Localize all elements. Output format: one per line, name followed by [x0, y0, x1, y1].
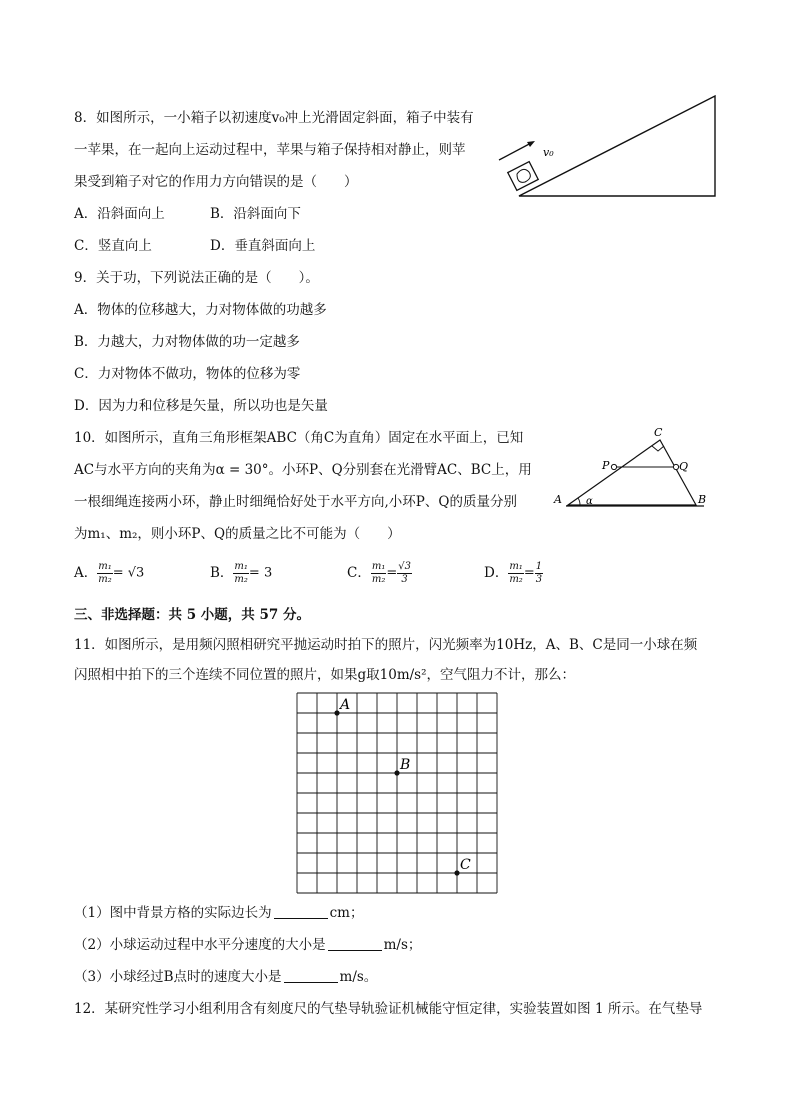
q11-sub-2: （2）小球运动过程中水平分速度的大小是 m/s； [74, 937, 422, 953]
q10-line-1: 10．如图所示，直角三角形框架ABC（角C为直角）固定在水平面上，已知 [74, 430, 524, 446]
q8-option-c: C．竖直向上 [74, 238, 152, 254]
q10-label-q: Q [679, 460, 689, 473]
q11-sub-3: （3）小球经过B点时的速度大小是 m/s。 [74, 969, 378, 985]
q10-line-2: AC与水平方向的夹角为α = 30°。小环P、Q分别套在光滑臂AC、BC上，用 [74, 462, 532, 478]
q8-option-a: A．沿斜面向上 [74, 206, 165, 222]
q10-line-4: 为m₁、m₂，则小环P、Q的质量之比不可能为（ ） [74, 526, 401, 542]
q8-line-1: 8．如图所示，一小箱子以初速度v₀冲上光滑固定斜面，箱子中装有 [74, 110, 474, 126]
q11-blank-2 [328, 937, 382, 951]
q10-option-a: A． $\frac{\text{m₁}}{\text{m₂}}$ = √3 [74, 561, 145, 585]
flash-point-label-b: B [400, 757, 411, 773]
q10-triangle-figure [548, 422, 718, 514]
q9-option-d: D．因为力和位移是矢量，所以功也是矢量 [74, 398, 328, 414]
flash-point-label-c: C [460, 857, 471, 873]
q8-incline-figure [495, 88, 725, 203]
q11-line-1: 11．如图所示，是用频闪照相研究平抛运动时拍下的照片，闪光频率为10Hz，A、B、C是同一小球在频 [74, 637, 698, 653]
flash-point-b [394, 770, 399, 775]
q10-label-b: B [698, 493, 707, 506]
q10-label-c: C [654, 426, 663, 439]
q10-option-c: C． $\frac{\text{m₁}}{\text{m₂}}$ = $\frac{√3}{3}$ [347, 561, 411, 585]
q12-line-1: 12．某研究性学习小组利用含有刻度尺的气垫导轨验证机械能守恒定律，实验装置如图 1 所示。在气垫导 [74, 1001, 703, 1017]
flash-point-label-a: A [340, 697, 351, 713]
q10-line-3: 一根细绳连接两小环，静止时细绳恰好处于水平方向,小环P、Q的质量分别 [74, 494, 517, 510]
q11-line-2: 闪照相中拍下的三个连续不同位置的照片，如果g取10m/s²，空气阻力不计，那么： [74, 667, 576, 683]
q10-label-alpha: α [586, 496, 593, 507]
q11-blank-3 [284, 969, 338, 983]
q8-option-b: B．沿斜面向下 [210, 206, 301, 222]
q8-option-d: D．垂直斜面向上 [210, 238, 316, 254]
q11-sub-1: （1）图中背景方格的实际边长为 cm； [74, 905, 364, 921]
q11-blank-1 [274, 905, 328, 919]
flash-point-a [334, 710, 339, 715]
q8-line-2: 一苹果，在一起向上运动过程中，苹果与箱子保持相对静止，则苹 [74, 142, 466, 158]
q10-label-p: P [602, 459, 610, 472]
q10-label-a: A [554, 493, 562, 506]
section-3-heading: 三、非选择题：共 5 小题，共 57 分。 [74, 607, 310, 623]
q11-flash-grid [296, 692, 498, 894]
q10-option-d: D． $\frac{\text{m₁}}{\text{m₂}}$ = $\frac{1}{3}$ [484, 561, 543, 585]
q9-option-c: C．力对物体不做功，物体的位移为零 [74, 366, 301, 382]
q8-v0-label: v₀ [543, 146, 554, 159]
q8-line-3: 果受到箱子对它的作用力方向错误的是（ ） [74, 174, 358, 190]
q9-option-a: A．物体的位移越大，力对物体做的功越多 [74, 302, 327, 318]
q9-stem: 9．关于功，下列说法正确的是（ ）。 [74, 270, 319, 286]
q9-option-b: B．力越大，力对物体做的功一定越多 [74, 334, 300, 350]
q10-option-b: B． $\frac{\text{m₁}}{\text{m₂}}$ = 3 [210, 561, 273, 585]
flash-point-c [454, 870, 459, 875]
